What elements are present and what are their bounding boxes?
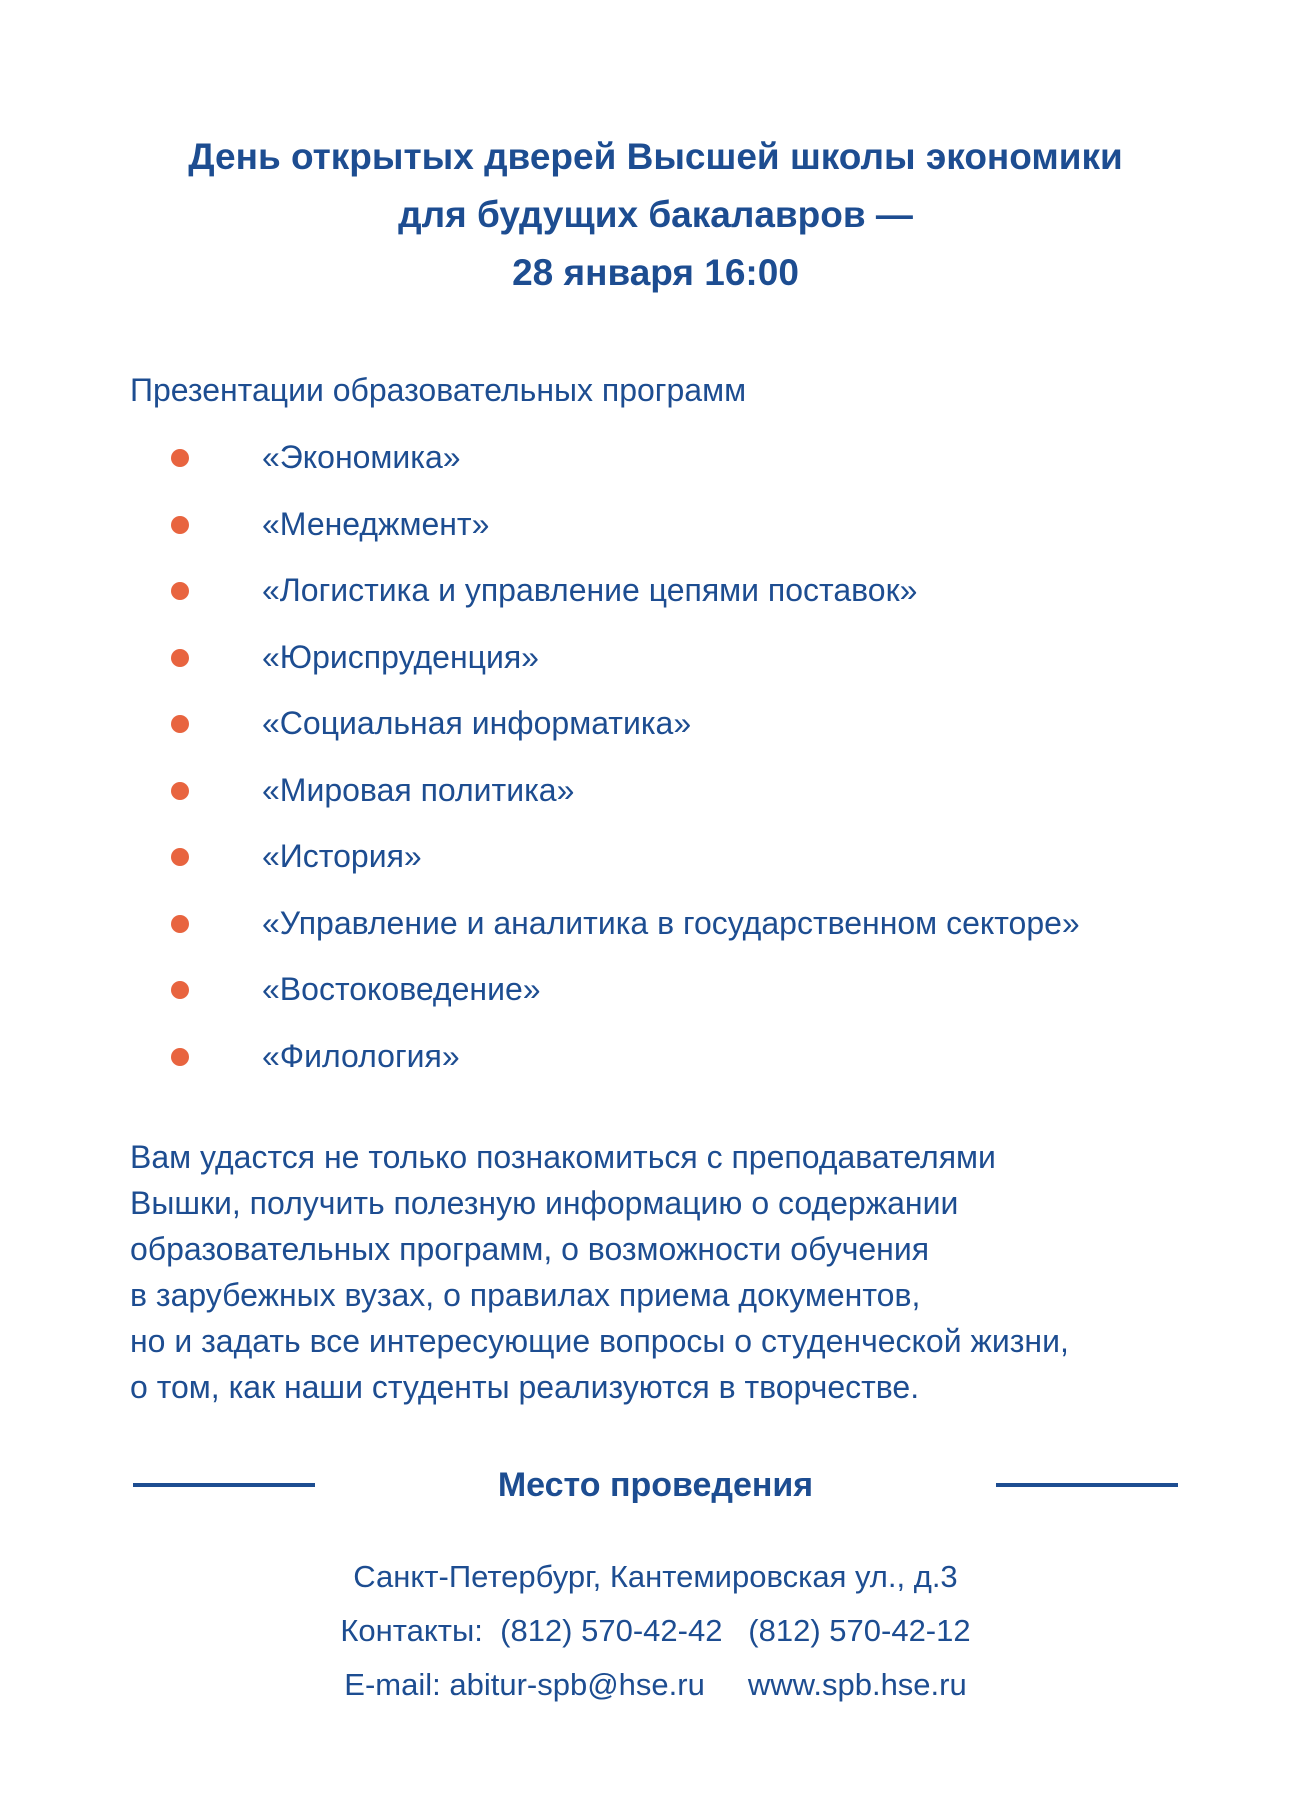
programs-list — [0, 434, 1311, 1099]
bullet-icon — [171, 649, 189, 667]
bullet-icon — [171, 981, 189, 999]
phone-number-2[interactable]: (812) 570-42-12 — [748, 1613, 971, 1648]
list-item — [0, 1033, 1311, 1100]
list-item — [0, 700, 1311, 767]
bullet-icon — [171, 449, 189, 467]
description-line: образовательных программ, о возможности обучения — [130, 1231, 930, 1267]
description-paragraph — [130, 1134, 1200, 1410]
venue-contacts — [0, 1550, 1311, 1712]
bullet-icon — [171, 582, 189, 600]
title-line-3: 28 января 16:00 — [512, 252, 799, 293]
phone-number-1[interactable]: (812) 570-42-42 — [500, 1613, 723, 1648]
email-label: E-mail: — [344, 1667, 441, 1702]
programs-heading: Презентации образовательных программ — [130, 372, 747, 408]
page-title — [0, 128, 1311, 302]
description-line: Вам удастся не только познакомиться с преподавателями — [130, 1139, 996, 1175]
program-label: «Юриспруденция» — [262, 638, 539, 675]
list-item — [0, 567, 1311, 634]
program-label: «Востоковедение» — [262, 971, 541, 1007]
website-link[interactable]: www.spb.hse.ru — [747, 1667, 967, 1702]
list-item — [0, 434, 1311, 501]
bullet-icon — [171, 516, 189, 534]
program-label: «История» — [262, 838, 422, 874]
list-item — [0, 900, 1311, 967]
venue-divider-right — [996, 1483, 1178, 1487]
description-line: в зарубежных вузах, о правилах приема документов, — [130, 1277, 921, 1313]
program-label: «Управление и аналитика в государственном секторе» — [262, 904, 1080, 941]
program-label: «Социальная информатика» — [262, 705, 692, 741]
program-label: «Мировая политика» — [262, 771, 575, 808]
bullet-icon — [171, 1048, 189, 1066]
list-item — [0, 501, 1311, 568]
list-item — [0, 634, 1311, 701]
bullet-icon — [171, 715, 189, 733]
title-line-2: для будущих бакалавров — — [398, 194, 913, 235]
program-label: «Логистика и управление цепями поставок» — [262, 572, 918, 608]
program-label: «Менеджмент» — [262, 505, 490, 542]
email-line — [0, 1658, 1311, 1712]
contacts-label: Контакты: — [340, 1613, 483, 1648]
contacts-line — [0, 1604, 1311, 1658]
description-line: о том, как наши студенты реализуются в творчестве. — [130, 1369, 920, 1405]
list-item — [0, 767, 1311, 834]
description-line: но и задать все интересующие вопросы о студенческой жизни, — [130, 1323, 1069, 1359]
description-line: Вышки, получить полезную информацию о содержании — [130, 1185, 959, 1221]
bullet-icon — [171, 782, 189, 800]
venue-heading: Место проведения — [497, 1466, 814, 1504]
bullet-icon — [171, 915, 189, 933]
title-line-1: День открытых дверей Высшей школы экономики — [188, 136, 1123, 177]
list-item — [0, 833, 1311, 900]
program-label: «Филология» — [262, 1037, 460, 1074]
program-label: «Экономика» — [262, 439, 461, 475]
email-link[interactable]: abitur-spb@hse.ru — [449, 1667, 705, 1702]
bullet-icon — [171, 848, 189, 866]
list-item — [0, 966, 1311, 1033]
venue-address: Санкт-Петербург, Кантемировская ул., д.3 — [353, 1559, 958, 1594]
